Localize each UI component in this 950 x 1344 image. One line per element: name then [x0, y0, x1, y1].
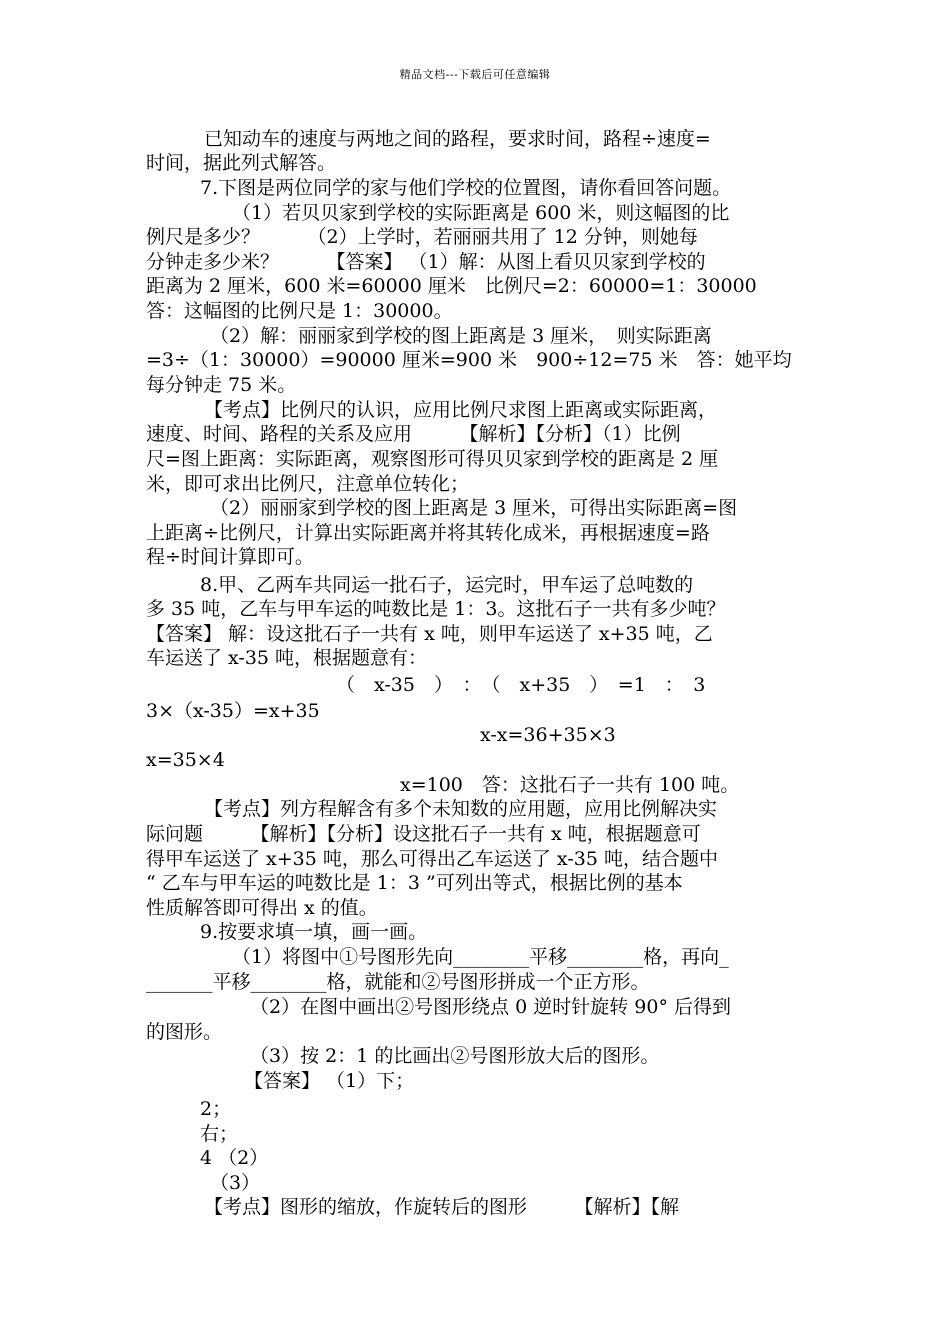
text-line: （2）解：丽丽家到学校的图上距离是 3 厘米， 则实际距离	[210, 325, 712, 347]
equation-line: x=100 答：这批石子一共有 100 吨。	[400, 774, 740, 796]
answer-item: 4 （2）	[200, 1147, 269, 1169]
text-line: （2）在图中画出②号图形绕点 0 逆时针旋转 90° 后得到	[250, 996, 732, 1018]
text-line: =3÷（1：30000）=90000 厘米=900 米 900÷12=75 米 答：她平均	[146, 349, 792, 371]
text-line: 车运送了 x-35 吨，根据题意有：	[146, 647, 428, 669]
text-line: 分钟走多少米？ 【答案】 （1）解：从图上看贝贝家到学校的	[146, 251, 706, 273]
equation-line: x-x=36+35×3	[480, 724, 616, 746]
text-line: 【答案】 解：设这批石子一共有 x 吨，则甲车运送了 x+35 吨，乙	[146, 623, 713, 645]
text-line: 得甲车运送了 x+35 吨，那么可得出乙车运送了 x-35 吨，结合题中	[146, 848, 718, 870]
text-line: 【答案】 （1）下；	[244, 1070, 415, 1092]
answer-item: （3）	[210, 1172, 261, 1194]
text-line: 尺=图上距离：实际距离，观察图形可得贝贝家到学校的距离是 2 厘	[146, 448, 719, 470]
text-line: 程÷时间计算即可。	[146, 546, 314, 568]
text-line: 多 35 吨，乙车与甲车运的吨数比是 1：3。这批石子一共有多少吨？	[146, 598, 726, 620]
answer-item: 右；	[200, 1123, 239, 1145]
text-line: （1）将图中①号图形先向________平移________格，再向_	[232, 946, 729, 968]
text-line: 已知动车的速度与两地之间的路程，要求时间，路程÷速度=	[204, 128, 711, 150]
text-line: 距离为 2 厘米，600 米=60000 厘米 比例尺=2：60000=1：30000	[146, 275, 757, 297]
text-line: （1）若贝贝家到学校的实际距离是 600 米，则这幅图的比	[232, 202, 730, 224]
text-line: 米，即可求出比例尺，注意单位转化；	[146, 473, 470, 495]
text-line: 上距离÷比例尺，计算出实际距离并将其转化成米，再根据速度=路	[146, 522, 710, 544]
text-line: （2）丽丽家到学校的图上距离是 3 厘米，可得出实际距离=图	[210, 497, 738, 519]
page-header: 精品文档---下载后可任意编辑	[399, 68, 551, 81]
text-line: _______平移________格，就能和②号图形拼成一个正方形。	[146, 971, 650, 993]
text-line: 的图形。	[146, 1021, 223, 1043]
text-line: （3）按 2：1 的比画出②号图形放大后的图形。	[250, 1045, 660, 1067]
text-line: 速度、时间、路程的关系及应用 【解析】【分析】（1）比例	[146, 423, 681, 445]
text-line: 时间，据此列式解答。	[146, 152, 337, 174]
equation-line: x=35×4	[146, 749, 225, 771]
answer-item: 2；	[200, 1098, 232, 1120]
question-9: 9.按要求填一填，画一画。	[200, 921, 428, 943]
equation-line: 3×（x-35）=x+35	[146, 700, 320, 722]
text-line: 每分钟走 75 米。	[146, 374, 297, 396]
text-line: 答：这幅图的比例尺是 1：30000。	[146, 300, 453, 322]
question-7: 7.下图是两位同学的家与他们学校的位置图，请你看回答问题。	[200, 177, 732, 199]
text-line: “ 乙车与甲车运的吨数比是 1：3 ”可列出等式，根据比例的基本	[146, 872, 683, 894]
text-line: 【考点】图形的缩放，作旋转后的图形 【解析】【解	[204, 1196, 680, 1218]
text-line: 际问题 【解析】【分析】设这批石子一共有 x 吨，根据题意可	[146, 823, 701, 845]
text-line: 性质解答即可得出 x 的值。	[146, 897, 378, 919]
equation-ratio: （ x-35 ） ： （ x+35 ） =1 ： 3	[336, 674, 706, 696]
text-line: 例尺是多少？ （2）上学时，若丽丽共用了 12 分钟，则她每	[146, 226, 698, 248]
text-line: 【考点】比例尺的认识，应用比例尺求图上距离或实际距离，	[204, 399, 718, 421]
question-8: 8.甲、乙两车共同运一批石子，运完时，甲车运了总吨数的	[200, 574, 694, 596]
text-line: 【考点】列方程解含有多个未知数的应用题，应用比例解决实	[204, 798, 718, 820]
